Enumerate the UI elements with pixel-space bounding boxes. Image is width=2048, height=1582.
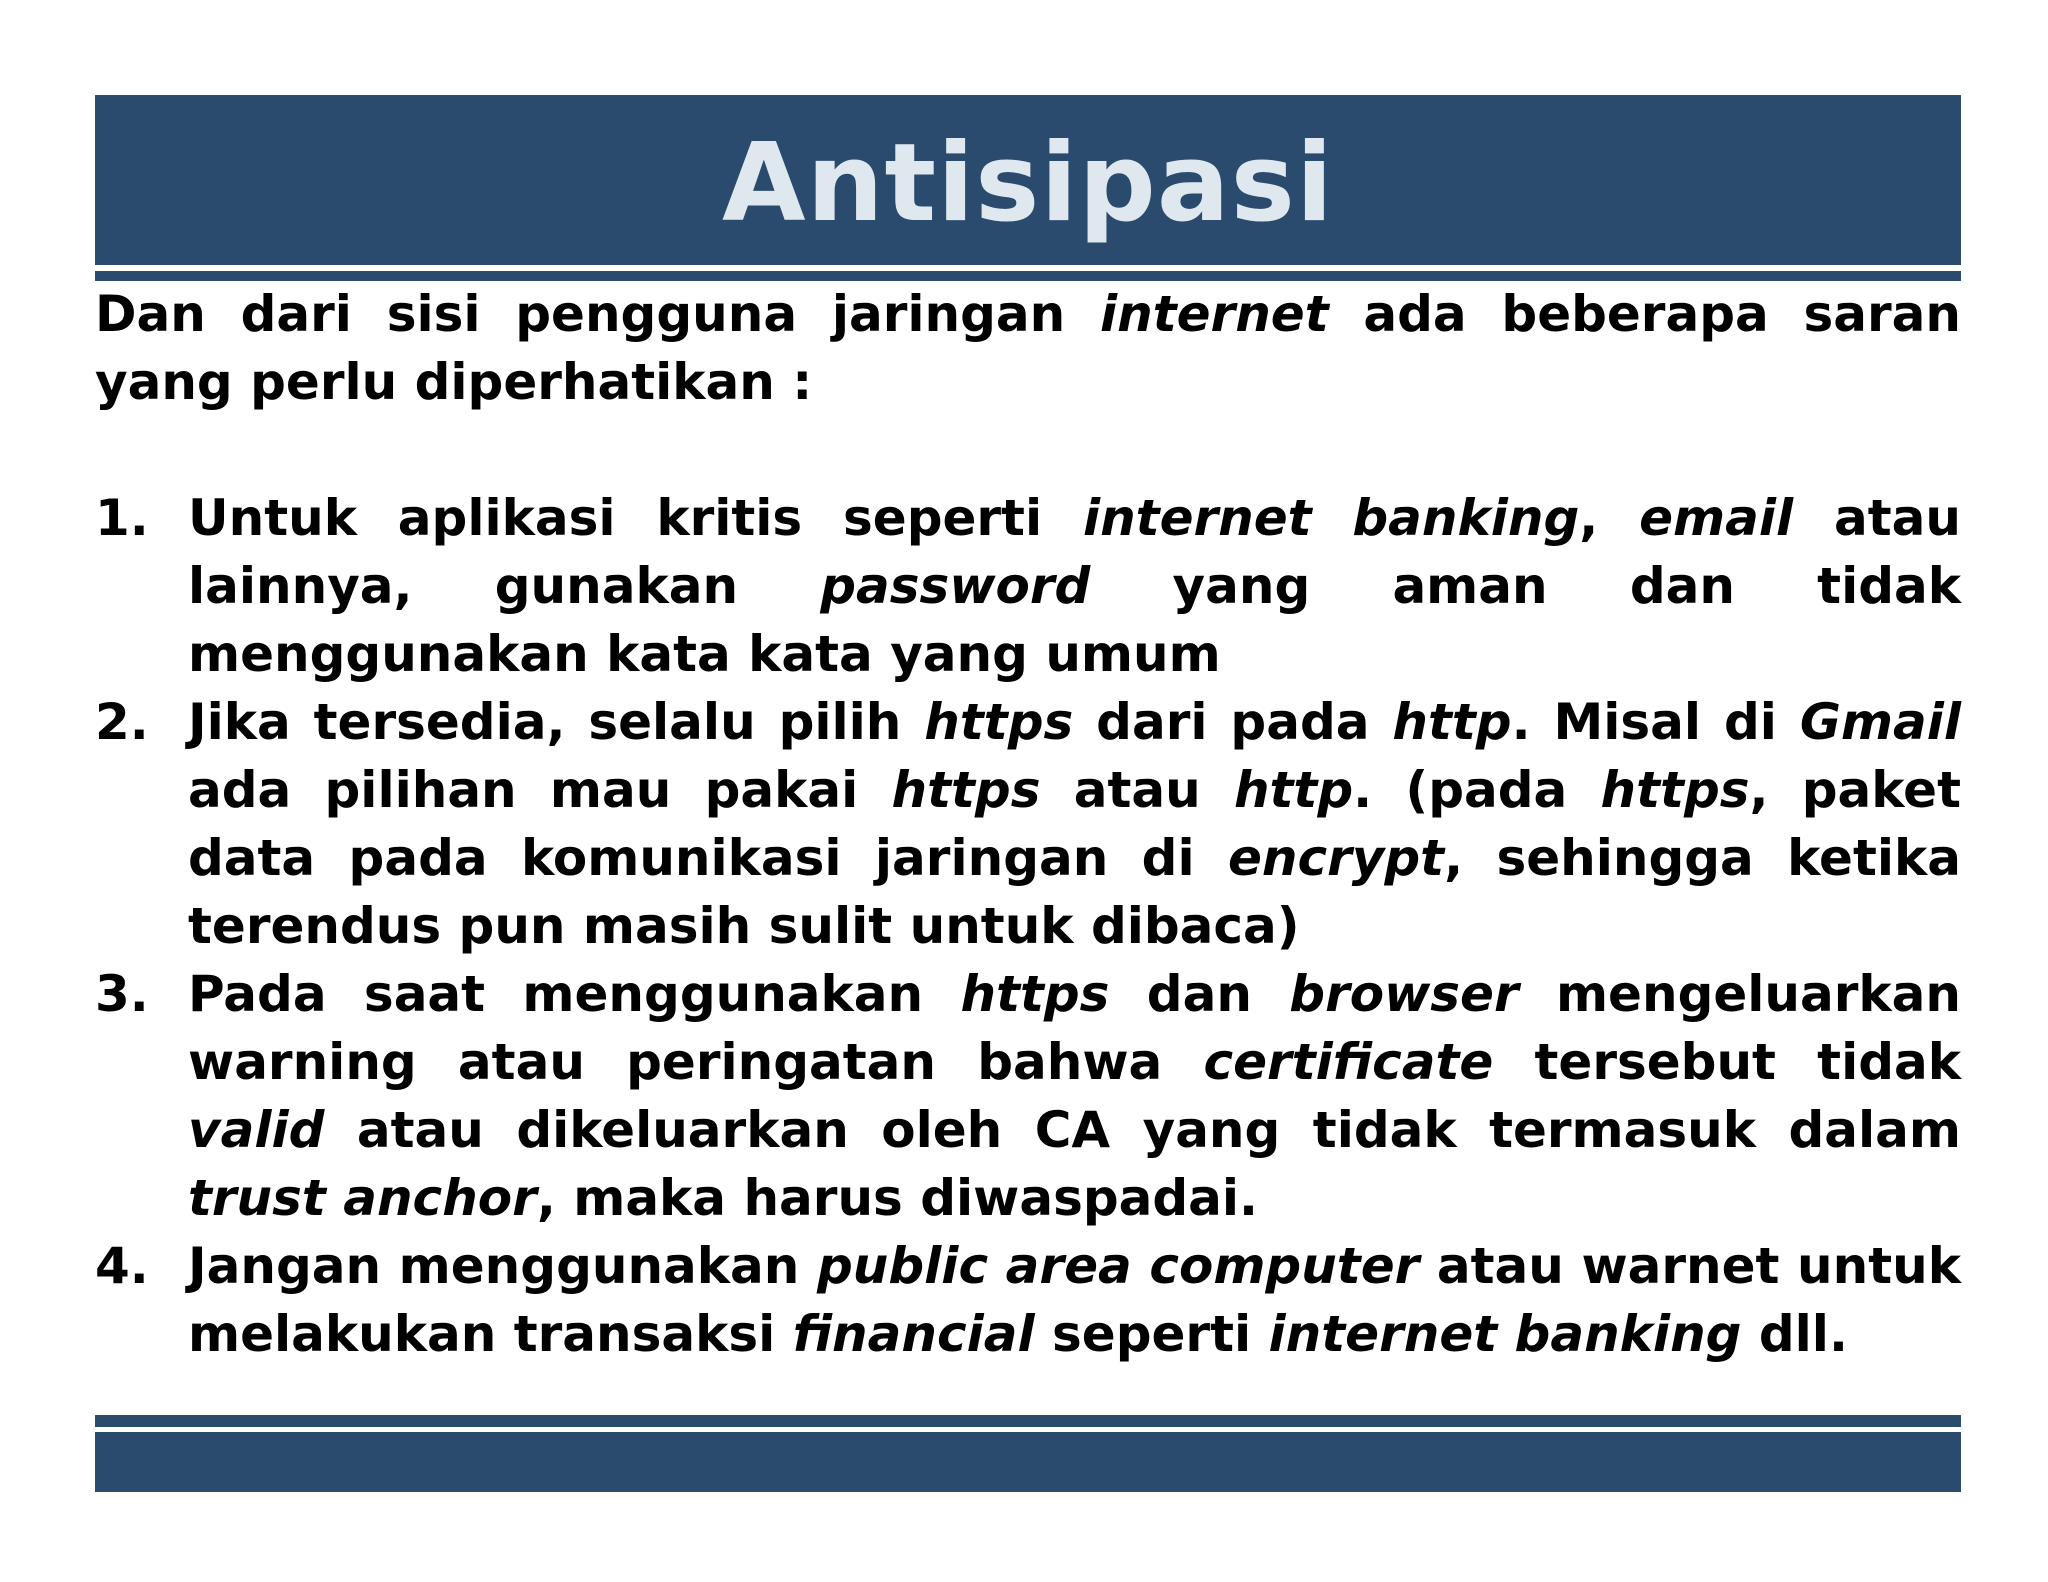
item-emphasis: http bbox=[1392, 693, 1512, 751]
item-text: Pada saat menggunakan bbox=[188, 965, 961, 1023]
item-text: Jangan menggunakan bbox=[188, 1237, 817, 1295]
item-emphasis: https bbox=[960, 965, 1110, 1023]
item-text: . (pada bbox=[1353, 761, 1601, 819]
slide-title: Antisipasi bbox=[722, 121, 1334, 246]
item-text: yang aman dan tidak menggunakan kata kata yang umum bbox=[188, 557, 1961, 683]
item-emphasis: public area computer bbox=[816, 1237, 1420, 1295]
item-text: dari pada bbox=[1073, 693, 1393, 751]
item-text: Untuk aplikasi kritis seperti bbox=[188, 489, 1083, 547]
item-emphasis: Gmail bbox=[1799, 693, 1961, 751]
item-emphasis: email bbox=[1639, 489, 1794, 547]
list-item bbox=[95, 484, 1961, 688]
item-text: dll. bbox=[1741, 1305, 1848, 1363]
item-text: seperti bbox=[1034, 1305, 1269, 1363]
list-item-number: 4. bbox=[95, 1237, 149, 1295]
item-emphasis: https bbox=[891, 761, 1041, 819]
item-text: , paket data pada komunikasi jaringan di bbox=[188, 761, 1961, 887]
slide-content bbox=[95, 280, 1961, 1368]
item-text: ada pilihan mau pakai bbox=[188, 761, 892, 819]
item-text: Jika tersedia, selalu pilih bbox=[188, 693, 925, 751]
footer-bar bbox=[95, 1432, 1961, 1492]
list-item bbox=[95, 688, 1961, 960]
item-emphasis: encrypt bbox=[1227, 829, 1445, 887]
item-emphasis: https bbox=[924, 693, 1074, 751]
item-text: , maka harus diwaspadai. bbox=[536, 1169, 1259, 1227]
item-emphasis: password bbox=[820, 557, 1091, 615]
item-text: atau bbox=[1040, 761, 1234, 819]
item-text: mengeluarkan warning atau peringatan bahwa bbox=[188, 965, 1961, 1091]
title-bar bbox=[95, 95, 1961, 265]
item-emphasis: https bbox=[1600, 761, 1750, 819]
item-emphasis: internet banking bbox=[1268, 1305, 1742, 1363]
list-item bbox=[95, 1232, 1961, 1368]
item-emphasis: financial bbox=[792, 1305, 1035, 1363]
footer-line bbox=[95, 1415, 1961, 1427]
item-emphasis: trust anchor bbox=[188, 1169, 537, 1227]
item-emphasis: http bbox=[1233, 761, 1354, 819]
item-text: atau lainnya, gunakan bbox=[188, 489, 1961, 615]
item-text: atau warnet untuk melakukan transaksi bbox=[188, 1237, 1962, 1363]
intro-text: ada beberapa saran yang perlu diperhatikan : bbox=[95, 285, 1961, 411]
list-item-number: 1. bbox=[95, 489, 149, 547]
item-text: , sehingga ketika terendus pun masih sulit untuk dibaca) bbox=[188, 829, 1961, 955]
item-text: tersebut tidak bbox=[1493, 1033, 1961, 1091]
item-text: dan bbox=[1109, 965, 1290, 1023]
list-item-number: 2. bbox=[95, 693, 149, 751]
list-item-number: 3. bbox=[95, 965, 149, 1023]
intro-text: Dan dari sisi pengguna jaringan bbox=[95, 285, 1100, 343]
item-emphasis: valid bbox=[188, 1101, 325, 1159]
advice-list bbox=[95, 484, 1961, 1368]
intro-emphasis: internet bbox=[1099, 285, 1329, 343]
intro-paragraph bbox=[95, 280, 1961, 416]
list-item bbox=[95, 960, 1961, 1232]
item-emphasis: certificate bbox=[1203, 1033, 1494, 1091]
item-emphasis: internet banking bbox=[1082, 489, 1580, 547]
item-text: atau dikeluarkan oleh CA yang tidak termasuk dalam bbox=[324, 1101, 1961, 1159]
item-emphasis: browser bbox=[1289, 965, 1519, 1023]
item-text: , bbox=[1579, 489, 1640, 547]
item-text: . Misal di bbox=[1511, 693, 1800, 751]
